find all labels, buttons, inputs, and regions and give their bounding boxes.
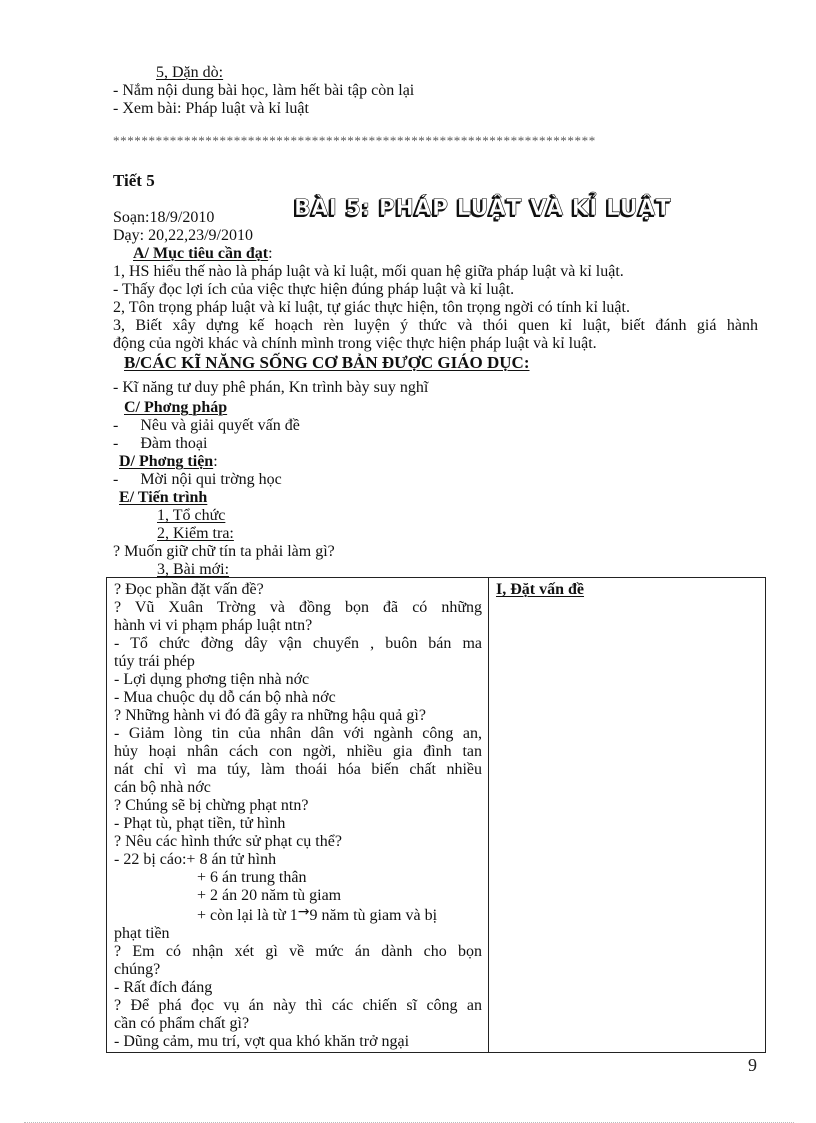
section-e-heading: E/ Tiến trình <box>119 489 208 506</box>
table-line: ? Đọc phần đặt vấn đề? <box>114 581 264 598</box>
content-column <box>489 578 765 1052</box>
page-number: 9 <box>748 1055 757 1075</box>
step-check: 2, Kiểm tra: <box>157 525 234 542</box>
period-label: Tiết 5 <box>113 171 155 190</box>
objective-item: 3, Biết xây dựng kế hoạch rèn luyện ý thức và thói quen kỉ luật, biết đánh giá hành <box>113 317 758 334</box>
lesson-table <box>106 577 766 1053</box>
teaching-dates: Dạy: 20,22,23/9/2010 <box>113 227 253 244</box>
objective-item: 1, HS hiểu thế nào là pháp luật và kỉ luật, mối quan hệ giữa pháp luật và kỉ luật. <box>113 263 624 280</box>
table-line: nát chỉ vì ma túy, làm thoái hóa biến chất nhiều <box>114 761 482 778</box>
table-line: ? Em có nhận xét gì về mức án dành cho bọn <box>114 943 482 960</box>
objective-item: động của ngời khác và chính mình trong việc thực hiện pháp luật và kỉ luật. <box>113 335 597 352</box>
table-line: - Phạt tù, phạt tiền, tử hình <box>114 815 286 832</box>
lesson-title: BÀI 5: PHÁP LUẬT VÀ KỈ LUẬT <box>294 196 672 221</box>
method-item: - Nêu và giải quyết vấn đề <box>113 417 300 434</box>
sentence-line: + còn lại là từ 1→9 năm tù giam và bị <box>197 904 438 924</box>
table-line: cần có phẩm chất gì? <box>114 1015 250 1032</box>
objective-item: - Thấy đọc lợi ích của việc thực hiện đúng pháp luật và kỉ luật. <box>113 281 515 298</box>
table-line: hủy hoại nhân cách con ngời, nhiều gia đình tan <box>114 743 482 760</box>
prepared-date: Soạn:18/9/2010 <box>113 209 215 226</box>
step-organize: 1, Tổ chức <box>157 507 226 524</box>
table-line: túy trái phép <box>114 653 195 670</box>
table-line: ? Nêu các hình thức sử phạt cụ thể? <box>114 833 342 850</box>
sentence-line: + 6 án trung thân <box>197 869 307 886</box>
arrow-icon: → <box>297 904 310 920</box>
table-line: ? Để phá đọc vụ án này thì các chiến sĩ công an <box>114 997 482 1014</box>
table-line: - Dũng cảm, mu trí, vợt qua khó khăn trở ngại <box>114 1033 410 1050</box>
table-line: - Lợi dụng phơng tiện nhà nớc <box>114 671 310 688</box>
table-line: chúng? <box>114 961 161 978</box>
table-line: ? Những hành vi đó đã gây ra những hậu quả gì? <box>114 707 426 724</box>
section-b-heading: B/CÁC KĨ NĂNG SỐNG CƠ BẢN ĐƯỢC GIÁO DỤC: <box>124 353 530 372</box>
section-a-colon: : <box>268 245 273 262</box>
method-item: - Đàm thoại <box>113 435 208 452</box>
section-c-heading: C/ Phơng pháp <box>124 399 228 416</box>
table-line: ? Chúng sẽ bị chừng phạt ntn? <box>114 797 309 814</box>
activity-column <box>107 578 489 1052</box>
section-d-heading <box>119 453 218 471</box>
table-line: - Rất đích đáng <box>114 979 213 996</box>
homework-item: - Nắm nội dung bài học, làm hết bài tập còn lại <box>113 82 415 99</box>
star-separator: ******************************************************************** <box>113 133 596 148</box>
means-item: - Mời nội qui trờng học <box>113 471 282 488</box>
content-heading: I, Đặt vấn đề <box>496 581 585 598</box>
homework-heading: 5, Dặn dò: <box>156 64 224 81</box>
life-skill-item: - Kĩ năng tư duy phê phán, Kn trình bày suy nghĩ <box>113 379 429 396</box>
objective-item: 2, Tôn trọng pháp luật và kỉ luật, tự giác thực hiện, tôn trọng ngời có tính kỉ luật. <box>113 299 630 316</box>
step-new-lesson: 3, Bài mới: <box>157 561 230 578</box>
section-a-title: A/ Mục tiêu cần đạt <box>133 245 269 262</box>
table-line: - Giảm lòng tin của nhân dân với ngành công an, <box>114 725 482 742</box>
table-line: phạt tiền <box>114 925 170 942</box>
sentence-line: + 2 án 20 năm tù giam <box>197 887 342 904</box>
table-line: - Tổ chức đờng dây vận chuyển , buôn bán ma <box>114 635 482 652</box>
table-line: cán bộ nhà nớc <box>114 779 211 796</box>
table-line: hành vi vi phạm pháp luật ntn? <box>114 617 313 634</box>
section-d-title: D/ Phơng tiện <box>119 453 214 470</box>
section-d-colon: : <box>213 453 218 470</box>
homework-item: - Xem bài: Pháp luật và kỉ luật <box>113 100 309 117</box>
table-line: - Mua chuộc dụ dỗ cán bộ nhà nớc <box>114 689 336 706</box>
table-line: - 22 bị cáo:+ 8 án tử hình <box>114 851 277 868</box>
check-question: ? Muốn giữ chữ tín ta phải làm gì? <box>113 543 335 560</box>
section-a-heading <box>133 245 273 263</box>
table-line: ? Vũ Xuân Trờng và đồng bọn đã có những <box>114 599 482 616</box>
